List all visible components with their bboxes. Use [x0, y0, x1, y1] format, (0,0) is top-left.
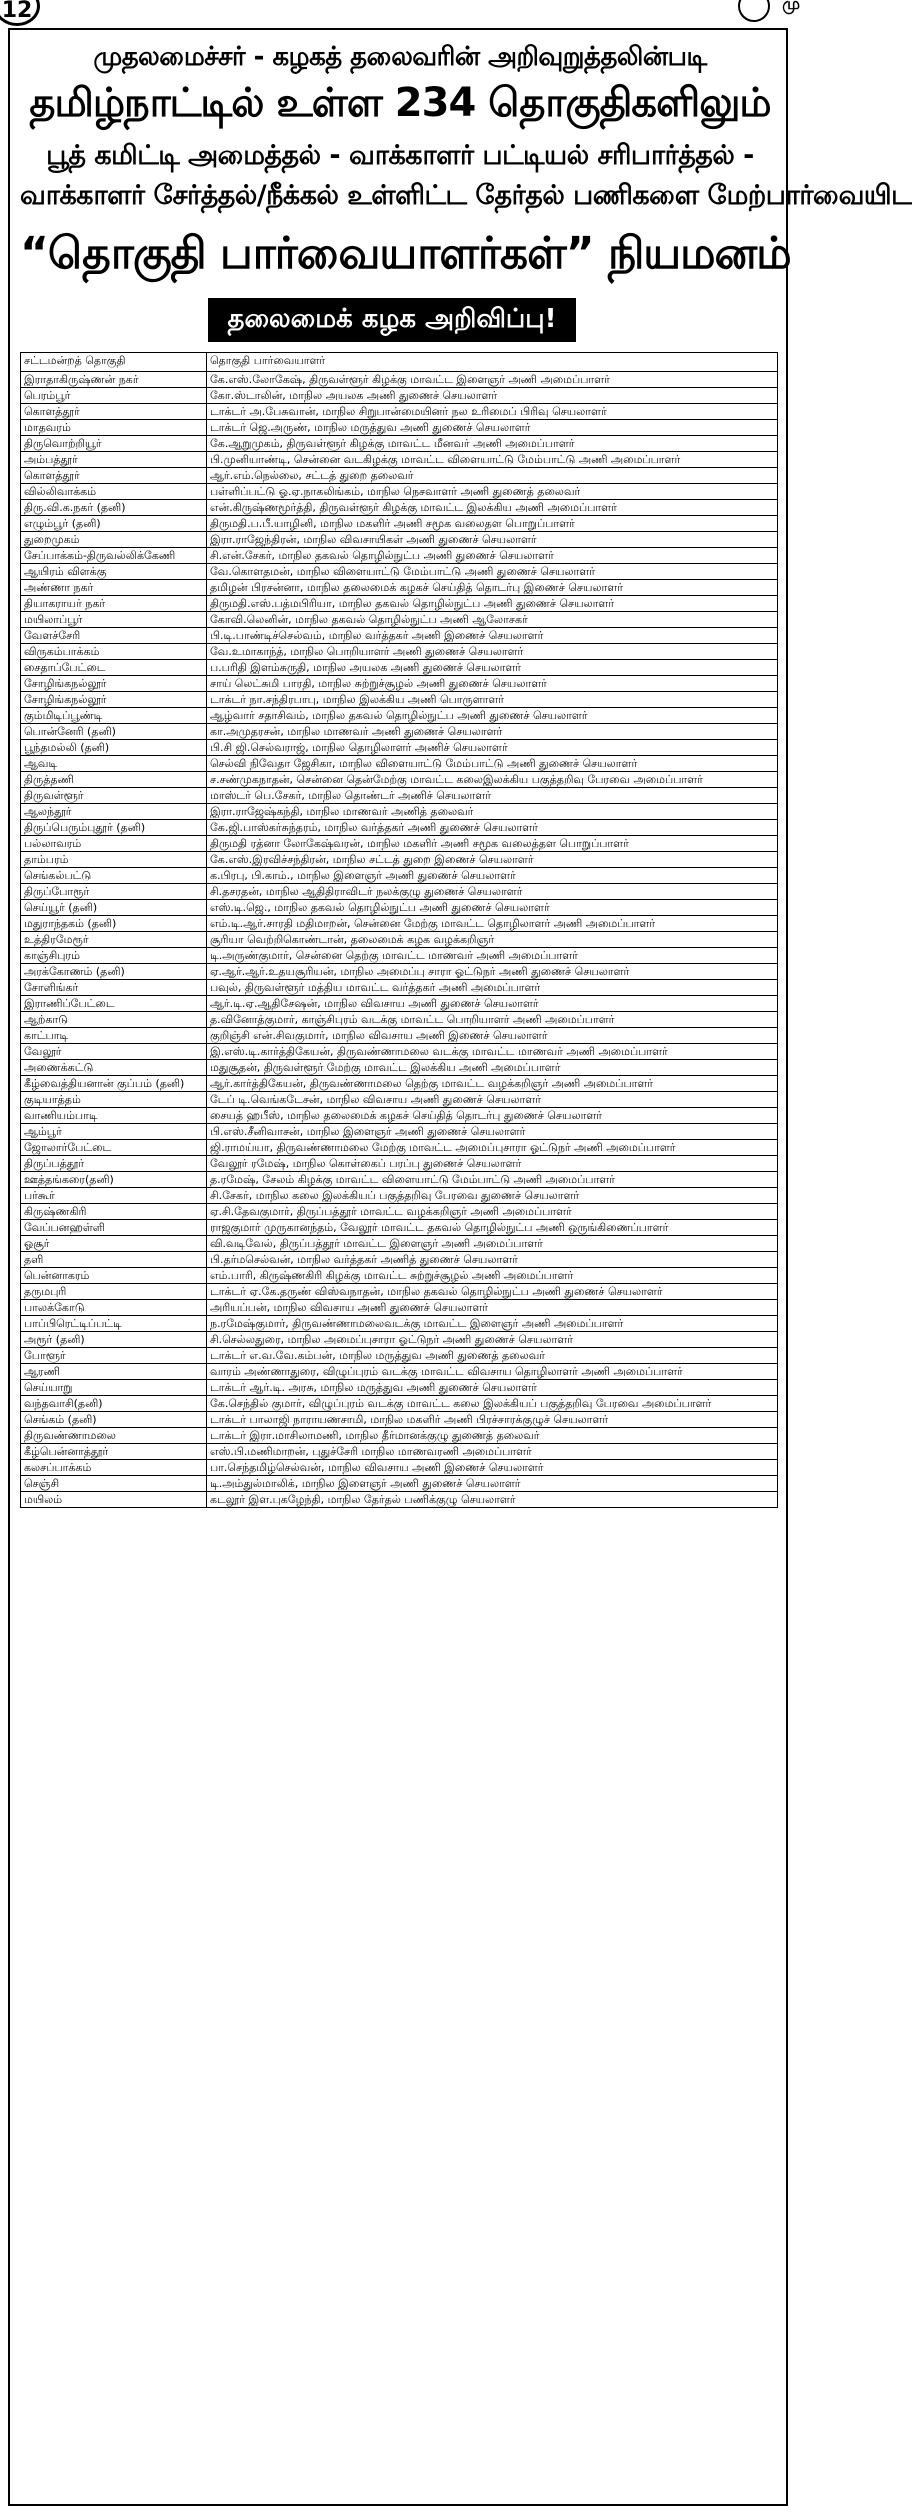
- observer-cell: சி.தசரதன், மாநில ஆதிதிராவிடர் நலக்குழு துணைச் செயலாளர்: [207, 884, 778, 900]
- table-row: [21, 548, 778, 564]
- observer-cell: குறிஞ்சி என்.சிவகுமார், மாநில விவசாய அணி இணைச் செயலாளர்: [207, 1028, 778, 1044]
- constituency-cell: தளி: [21, 1252, 207, 1268]
- observer-cell: ப.பரிதி இளம்சுருதி, மாநில அயலக அணி துணைச் செயலாளர்: [207, 660, 778, 676]
- constituency-cell: கீழ்வைத்தியனான் குப்பம் (தனி): [21, 1076, 207, 1092]
- observer-cell: டி.அம்துல்மாலிக், மாநில இளைஞர் அணி துணைச் செயலாளர்: [207, 1476, 778, 1492]
- table-row: [21, 1380, 778, 1396]
- table-row: [21, 1124, 778, 1140]
- constituency-cell: அண்ணா நகர்: [21, 580, 207, 596]
- constituency-cell: சோழிங்கநல்லூர்: [21, 692, 207, 708]
- table-row: [21, 1460, 778, 1476]
- table-row: [21, 1236, 778, 1252]
- table-row: [21, 1012, 778, 1028]
- table-row: [21, 516, 778, 532]
- table-row: [21, 1252, 778, 1268]
- observer-cell: சாய் லெட்சுமி பாரதி, மாநில சுற்றுச்சூழல் அணி துணைச் செயலாளர்: [207, 676, 778, 692]
- observer-cell: சி.செல்லதுரை, மாநில அமைப்புசாரா ஓட்டுநர் அணி துணைச் செயலாளர்: [207, 1332, 778, 1348]
- observer-cell: ஏ.ஆர்.ஆர்.உதயசூரியன், மாநில அமைப்பு சாரா ஓட்டுநர் அணி துணைச் செயலாளர்: [207, 964, 778, 980]
- constituency-cell: வேளச்சேரி: [21, 628, 207, 644]
- observer-cell: மாஸ்டர் பெ.சேகர், மாநில தொண்டர் அணிச் செயலாளர்: [207, 788, 778, 804]
- table-row: [21, 692, 778, 708]
- table-row: [21, 596, 778, 612]
- constituency-cell: வேப்பனஹள்ளி: [21, 1220, 207, 1236]
- table-row: [21, 1284, 778, 1300]
- table-row: [21, 788, 778, 804]
- table-row: [21, 1060, 778, 1076]
- observer-cell: டாக்டர் ஏ.கே.தருண் விஸ்வநாதன், மாநில தகவல் தொழில்நுட்ப அணி துணைச் செயலாளர்: [207, 1284, 778, 1300]
- observer-cell: பி.எஸ்.சீனிவாசன், மாநில இளைஞர் அணி துணைச் செயலாளர்: [207, 1124, 778, 1140]
- announcement-banner: தலைமைக் கழக அறிவிப்பு!: [208, 298, 576, 342]
- constituency-cell: அரக்கோணம் (தனி): [21, 964, 207, 980]
- constituency-cell: கிருஷ்ணகிரி: [21, 1204, 207, 1220]
- constituency-cell: அரூர் (தனி): [21, 1332, 207, 1348]
- constituency-cell: குடியாத்தம்: [21, 1092, 207, 1108]
- observer-cell: திருமதி ரத்னா லோகேஷ்வரன், மாநில மகளிர் அணி சமூக வலைத்தள பொறுப்பாளர்: [207, 836, 778, 852]
- constituency-cell: சைதாப்பேட்டை: [21, 660, 207, 676]
- observer-cell: என்.கிருஷ்ணமூர்த்தி, திருவள்ளூர் கிழக்கு மாவட்ட இலக்கிய அணி அமைப்பாளர்: [207, 500, 778, 516]
- observer-cell: மதுசூதன், திருவள்ளூர் மேற்கு மாவட்ட இலக்கிய அணி அமைப்பாளர்: [207, 1060, 778, 1076]
- observer-cell: ச.சண்முகநாதன், சென்னை தென்மேற்கு மாவட்ட கலைஇலக்கிய பகுத்தறிவு பேரவை அமைப்பாளர்: [207, 772, 778, 788]
- observer-cell: பி.தர்மசெல்வன், மாநில வர்த்தகர் அணித் துணைச் செயலாளர்: [207, 1252, 778, 1268]
- observer-cell: டாக்டர் ஆர்.டி. அரசு, மாநில மருத்துவ அணி துணைச் செயலாளர்: [207, 1380, 778, 1396]
- observer-cell: கோ.ஸ்டாலின், மாநில அயலக அணி துணைச் செயலாளர்: [207, 388, 778, 404]
- table-row: [21, 372, 778, 388]
- observer-cell: கடலூர் இள.புகழேந்தி, மாநில தேர்தல் பணிக்குழு செயலாளர்: [207, 1492, 778, 1508]
- table-row: [21, 500, 778, 516]
- constituency-cell: இராதாகிருஷ்ணன் நகர்: [21, 372, 207, 388]
- constituency-cell: மயிலம்: [21, 1492, 207, 1508]
- observer-cell: டாக்டர் பாலாஜி நாராயணசாமி, மாநில மகளிர் அணி பிரச்சாரக்குழுச் செயலாளர்: [207, 1412, 778, 1428]
- observer-cell: இரா.ராஜேந்திரன், மாநில விவசாயிகள் அணி துணைச் செயலாளர்: [207, 532, 778, 548]
- table-row: [21, 564, 778, 580]
- observer-cell: டாக்டர் இரா.மாசிலாமணி, மாநில தீர்மானக்குழு துணைத் தலைவர்: [207, 1428, 778, 1444]
- headline-line-5: “தொகுதி பார்வையாளர்கள்” நியமனம்: [20, 228, 791, 279]
- table-row: [21, 900, 778, 916]
- observer-cell: எம்.டி.ஆர்.சாரதி மதிமாறன், சென்னை மேற்கு மாவட்ட தொழிலாளர் அணி அமைப்பாளர்: [207, 916, 778, 932]
- table-row: [21, 1492, 778, 1508]
- constituency-cell: ஆரணி: [21, 1364, 207, 1380]
- table-row: [21, 724, 778, 740]
- page-number: 12: [0, 0, 40, 26]
- observer-cell: வாரம் அண்ணாதுரை, விழுப்புரம் வடக்கு மாவட்ட விவசாய தொழிலாளர் அணி அமைப்பாளர்: [207, 1364, 778, 1380]
- table-row: [21, 948, 778, 964]
- observer-cell: செல்வி நிவேதா ஜேசிகா, மாநில விளையாட்டு மேம்பாட்டு அணி துணைச் செயலாளர்: [207, 756, 778, 772]
- constituency-cell: அம்பத்தூர்: [21, 452, 207, 468]
- constituency-cell: பென்னாகரம்: [21, 1268, 207, 1284]
- observer-cell: வே.உமாகாந்த், மாநில பொறியாளர் அணி துணைச் செயலாளர்: [207, 644, 778, 660]
- table-row: [21, 852, 778, 868]
- constituency-cell: உத்திரமேரூர்: [21, 932, 207, 948]
- observer-cell: ஜி.ராமய்யா, திருவண்ணாமலை மேற்கு மாவட்ட அமைப்புசாரா ஓட்டுநர் அணி அமைப்பாளர்: [207, 1140, 778, 1156]
- table-row: [21, 1108, 778, 1124]
- constituency-cell: திருவொற்றியூர்: [21, 436, 207, 452]
- observer-cell: கோவி.லெனின், மாநில தகவல் தொழில்நுட்ப அணி ஆலோசகர்: [207, 612, 778, 628]
- constituency-cell: மாதவரம்: [21, 420, 207, 436]
- table-row: [21, 404, 778, 420]
- observer-cell: எம்.பாரி, கிருஷ்ணகிரி கிழக்கு மாவட்ட சுற்றுச்சூழல் அணி அமைப்பாளர்: [207, 1268, 778, 1284]
- constituency-cell: வந்தவாசி(தனி): [21, 1396, 207, 1412]
- constituency-cell: சோளிங்கர்: [21, 980, 207, 996]
- constituency-cell: போளூர்: [21, 1348, 207, 1364]
- table-row: [21, 676, 778, 692]
- observer-table: [20, 352, 778, 1508]
- observer-cell: கே.எஸ்.லோகேஷ், திருவள்ளூர் கிழக்கு மாவட்ட இளைஞர் அணி அமைப்பாளர்: [207, 372, 778, 388]
- table-header-row: [21, 353, 778, 372]
- constituency-cell: திருவள்ளூர்: [21, 788, 207, 804]
- party-logo-icon: [738, 0, 770, 22]
- column-header-constituency: சட்டமன்றத் தொகுதி: [21, 353, 207, 372]
- observer-cell: த.ரமேஷ், சேலம் கிழக்கு மாவட்ட விளையாட்டு மேம்பாட்டு அணி அமைப்பாளர்: [207, 1172, 778, 1188]
- constituency-cell: அணைக்கட்டு: [21, 1060, 207, 1076]
- constituency-cell: பொன்னேரி (தனி): [21, 724, 207, 740]
- table-row: [21, 1348, 778, 1364]
- table-row: [21, 644, 778, 660]
- table-row: [21, 916, 778, 932]
- constituency-cell: ஊத்தங்கரை(தனி): [21, 1172, 207, 1188]
- announcement-frame: [8, 28, 912, 2506]
- table-row: [21, 884, 778, 900]
- constituency-cell: காட்பாடி: [21, 1028, 207, 1044]
- observer-cell: க.பிரபு, பி.காம்., மாநில இளைஞர் அணி துணைச் செயலாளர்: [207, 868, 778, 884]
- constituency-cell: ஆலந்தூர்: [21, 804, 207, 820]
- constituency-cell: சோழிங்கநல்லூர்: [21, 676, 207, 692]
- constituency-cell: காஞ்சிபுரம்: [21, 948, 207, 964]
- constituency-cell: கீழ்பென்னாத்தூர்: [21, 1444, 207, 1460]
- headline-line-4: வாக்காளர் சேர்த்தல்/நீக்கல் உள்ளிட்ட தேர்தல் பணிகளை மேற்பார்வையிட: [20, 180, 912, 211]
- table-row: [21, 452, 778, 468]
- table-row: [21, 1028, 778, 1044]
- observer-cell: டாக்டர் நா.சந்திரபாபு, மாநில இலக்கிய அணி பொருளாளர்: [207, 692, 778, 708]
- column-header-observer: தொகுதி பார்வையாளர்: [207, 353, 778, 372]
- constituency-cell: திருப்பெரும்புதூர் (தனி): [21, 820, 207, 836]
- table-row: [21, 964, 778, 980]
- constituency-cell: திருத்தணி: [21, 772, 207, 788]
- observer-cell: எஸ்.டி.ஜெ., மாநில தகவல் தொழில்நுட்ப அணி துணைச் செயலாளர்: [207, 900, 778, 916]
- observer-cell: ஆர்.டி.ஏ.ஆதிசேஷன், மாநில விவசாய அணி துணைச் செயலாளர்: [207, 996, 778, 1012]
- table-row: [21, 708, 778, 724]
- constituency-cell: ஆயிரம் விளக்கு: [21, 564, 207, 580]
- table-row: [21, 1444, 778, 1460]
- table-row: [21, 484, 778, 500]
- table-row: [21, 740, 778, 756]
- constituency-cell: வில்லிவாக்கம்: [21, 484, 207, 500]
- observer-cell: பவுல், திருவள்ளூர் மத்திய மாவட்ட வர்த்தகர் அணி அமைப்பாளர்: [207, 980, 778, 996]
- observer-cell: டாக்டர் அ.பேசுவான், மாநில சிறுபான்மையினர் நல உரிமைப் பிரிவு செயலாளர்: [207, 404, 778, 420]
- table-row: [21, 628, 778, 644]
- constituency-cell: விருகம்பாக்கம்: [21, 644, 207, 660]
- table-row: [21, 980, 778, 996]
- observer-cell: ஏ.சி.தேவகுமார், திருப்பத்தூர் மாவட்ட வழக்கறிஞர் அணி அமைப்பாளர்: [207, 1204, 778, 1220]
- observer-cell: எஸ்.பி.மணிமாறன், புதுச்சேரி மாநில மாணவரணி அமைப்பாளர்: [207, 1444, 778, 1460]
- constituency-cell: மயிலாப்பூர்: [21, 612, 207, 628]
- observer-cell: வே.கொளதமன், மாநில விளையாட்டு மேம்பாட்டு அணி துணைச் செயலாளர்: [207, 564, 778, 580]
- constituency-cell: செய்யூர் (தனி): [21, 900, 207, 916]
- table-row: [21, 756, 778, 772]
- table-row: [21, 660, 778, 676]
- constituency-cell: ஆம்பூர்: [21, 1124, 207, 1140]
- constituency-cell: பாலக்கோடு: [21, 1300, 207, 1316]
- table-row: [21, 420, 778, 436]
- constituency-cell: கொளத்தூர்: [21, 404, 207, 420]
- observer-cell: திருமதி.ப.பீ.யாழினி, மாநில மகளிர் அணி சமூக வலைதள பொறுப்பாளர்: [207, 516, 778, 532]
- observer-cell: பி.முனியாண்டி, சென்னை வடகிழக்கு மாவட்ட விளையாட்டு மேம்பாட்டு அணி அமைப்பாளர்: [207, 452, 778, 468]
- observer-cell: த.வினோத்குமார், காஞ்சிபுரம் வடக்கு மாவட்ட பொறியாளர் அணி அமைப்பாளர்: [207, 1012, 778, 1028]
- observer-cell: டாக்டர் ஜெ.அருண், மாநில மருத்துவ அணி துணைச் செயலாளர்: [207, 420, 778, 436]
- table-row: [21, 580, 778, 596]
- constituency-cell: செங்கம் (தனி): [21, 1412, 207, 1428]
- constituency-cell: பாப்பிரெட்டிப்பட்டி: [21, 1316, 207, 1332]
- constituency-cell: செஞ்சி: [21, 1476, 207, 1492]
- observer-cell: கே.எஸ்.இரவிச்சந்திரன், மாநில சட்டத் துறை இணைச் செயலாளர்: [207, 852, 778, 868]
- constituency-cell: தியாகராயர் நகர்: [21, 596, 207, 612]
- observer-cell: இரா.ராஜேஷ்கந்தி, மாநில மாணவர் அணித் தலைவர்: [207, 804, 778, 820]
- constituency-cell: சேப்பாக்கம்-திருவல்லிக்கேணி: [21, 548, 207, 564]
- observer-cell: அரியப்பன், மாநில விவசாய அணி துணைச் செயலாளர்: [207, 1300, 778, 1316]
- table-row: [21, 1092, 778, 1108]
- constituency-cell: இராணிப்பேட்டை: [21, 996, 207, 1012]
- observer-cell: ராஜகுமார் முருகானந்தம், வேலூர் மாவட்ட தகவல் தொழில்நுட்ப அணி ஒருங்கிணைப்பாளர்: [207, 1220, 778, 1236]
- table-row: [21, 1364, 778, 1380]
- masthead-text: மு: [782, 0, 800, 13]
- observer-cell: தமிழன் பிரசன்னா, மாநில தலைமைக் கழகச் செய்தித் தொடர்பு இணைச் செயலாளர்: [207, 580, 778, 596]
- constituency-cell: ஆவடி: [21, 756, 207, 772]
- observer-cell: சி.என்.சேகர், மாநில தகவல் தொழில்நுட்ப அணி துணைச் செயலாளர்: [207, 548, 778, 564]
- table-row: [21, 468, 778, 484]
- constituency-cell: ஓசூர்: [21, 1236, 207, 1252]
- observer-cell: இ.எஸ்.டி.கார்த்திகேயன், திருவண்ணாமலை வடக்கு மாவட்ட மாணவர் அணி அமைப்பாளர்: [207, 1044, 778, 1060]
- constituency-cell: செங்கல்பட்டு: [21, 868, 207, 884]
- observer-cell: ந.ரமேஷ்குமார், திருவண்ணாமலைவடக்கு மாவட்ட இளைஞர் அணி அமைப்பாளர்: [207, 1316, 778, 1332]
- constituency-cell: ஆற்காடு: [21, 1012, 207, 1028]
- observer-cell: பி.சி ஜி.செல்வராஜ், மாநில தொழிலாளர் அணிச் செயலாளர்: [207, 740, 778, 756]
- constituency-cell: கலசப்பாக்கம்: [21, 1460, 207, 1476]
- observer-cell: பா.செந்தமிழ்செல்வன், மாநில விவசாய அணி இணைச் செயலாளர்: [207, 1460, 778, 1476]
- observer-cell: டேப் டி.வெங்கடேசன், மாநில விவசாய அணி துணைச் செயலாளர்: [207, 1092, 778, 1108]
- table-row: [21, 1156, 778, 1172]
- headline-line-3: பூத் கமிட்டி அமைத்தல் - வாக்காளர் பட்டியல் சரிபார்த்தல் -: [46, 140, 754, 171]
- observer-cell: டாக்டர் எ.வ.வே.கம்பன், மாநில மருத்துவ அணி துணைத் தலைவர்: [207, 1348, 778, 1364]
- constituency-cell: வாணியம்பாடி: [21, 1108, 207, 1124]
- observer-cell: கே.செந்தில் குமார், விழுப்புரம் வடக்கு மாவட்ட கலை இலக்கியப் பகுத்தறிவு பேரவை அமைப்பாளர்: [207, 1396, 778, 1412]
- table-row: [21, 388, 778, 404]
- table-row: [21, 532, 778, 548]
- table-row: [21, 1268, 778, 1284]
- table-row: [21, 996, 778, 1012]
- constituency-cell: கும்மிடிப்பூண்டி: [21, 708, 207, 724]
- headline-line-2: தமிழ்நாட்டில் உள்ள 234 தொகுதிகளிலும்: [29, 80, 771, 126]
- table-row: [21, 1172, 778, 1188]
- table-row: [21, 932, 778, 948]
- table-row: [21, 1204, 778, 1220]
- page-header: [0, 0, 800, 22]
- constituency-cell: செய்யாறு: [21, 1380, 207, 1396]
- constituency-cell: மதுராந்தகம் (தனி): [21, 916, 207, 932]
- table-row: [21, 1332, 778, 1348]
- observer-cell: பி.டி.பாண்டிச்செல்வம், மாநில வர்த்தகர் அணி இணைச் செயலாளர்: [207, 628, 778, 644]
- observer-cell: சி.சேகர், மாநில கலை இலக்கியப் பகுத்தறிவு பேரவை துணைச் செயலாளர்: [207, 1188, 778, 1204]
- observer-cell: ஆர்.எம்.நெல்லை, சட்டத் துறை தலைவர்: [207, 468, 778, 484]
- constituency-cell: தருமபுரி: [21, 1284, 207, 1300]
- observer-cell: பள்ளிப்பட்டு ஓ.ஏ.நாகலிங்கம், மாநில நெசவாளர் அணி துணைத் தலைவர்: [207, 484, 778, 500]
- observer-cell: சூரியா வெற்றிகொண்டான், தலைமைக் கழக வழக்கறிஞர்: [207, 932, 778, 948]
- observer-cell: ஆழ்வார் சதாசிவம், மாநில தகவல் தொழில்நுட்ப அணி துணைச் செயலாளர்: [207, 708, 778, 724]
- constituency-cell: ஜோலார்பேட்டை: [21, 1140, 207, 1156]
- table-row: [21, 1044, 778, 1060]
- observer-cell: கே.ஆறுமுகம், திருவள்ளூர் கிழக்கு மாவட்ட மீனவர் அணி அமைப்பாளர்: [207, 436, 778, 452]
- observer-cell: கே.ஜி.பாஸ்கர்சுந்தரம், மாநில வர்த்தகர் அணி துணைச் செயலாளர்: [207, 820, 778, 836]
- constituency-cell: கொளத்தூர்: [21, 468, 207, 484]
- observer-cell: திருமதி.எஸ்.பத்மபிரியா, மாநில தகவல் தொழில்நுட்ப அணி துணைச் செயலாளர்: [207, 596, 778, 612]
- observer-cell: டி.அருண்குமார், சென்னை தெற்கு மாவட்ட மாணவர் அணி அமைப்பாளர்: [207, 948, 778, 964]
- constituency-cell: பெரம்பூர்: [21, 388, 207, 404]
- table-row: [21, 772, 778, 788]
- constituency-cell: திருப்போரூர்: [21, 884, 207, 900]
- table-row: [21, 868, 778, 884]
- table-row: [21, 820, 778, 836]
- observer-cell: கா.அமுதரசன், மாநில மாணவர் அணி துணைச் செயலாளர்: [207, 724, 778, 740]
- constituency-cell: திருவண்ணாமலை: [21, 1428, 207, 1444]
- table-row: [21, 804, 778, 820]
- table-row: [21, 836, 778, 852]
- constituency-cell: திரு.வி.க.நகர் (தனி): [21, 500, 207, 516]
- constituency-cell: தாம்பரம்: [21, 852, 207, 868]
- constituency-cell: வேலூர்: [21, 1044, 207, 1060]
- table-row: [21, 1396, 778, 1412]
- headline-line-1: முதலமைச்சர் - கழகத் தலைவரின் அறிவுறுத்தலின்படி: [93, 42, 707, 72]
- table-row: [21, 1140, 778, 1156]
- table-row: [21, 1316, 778, 1332]
- constituency-cell: பர்கூர்: [21, 1188, 207, 1204]
- observer-cell: வி.வடிவேல், திருப்பத்தூர் மாவட்ட இளைஞர் அணி அமைப்பாளர்: [207, 1236, 778, 1252]
- table-row: [21, 612, 778, 628]
- constituency-cell: துறைமுகம்: [21, 532, 207, 548]
- table-row: [21, 1188, 778, 1204]
- table-row: [21, 1428, 778, 1444]
- table-row: [21, 1300, 778, 1316]
- constituency-cell: பூந்தமல்லி (தனி): [21, 740, 207, 756]
- observer-cell: சையத் ஹபீஸ், மாநில தலைமைக் கழகச் செய்தித் தொடர்பு துணைச் செயலாளர்: [207, 1108, 778, 1124]
- table-row: [21, 1412, 778, 1428]
- table-row: [21, 436, 778, 452]
- constituency-cell: பல்லாவரம்: [21, 836, 207, 852]
- table-row: [21, 1476, 778, 1492]
- constituency-cell: திருப்பத்தூர்: [21, 1156, 207, 1172]
- constituency-cell: எழும்பூர் (தனி): [21, 516, 207, 532]
- table-row: [21, 1220, 778, 1236]
- table-row: [21, 1076, 778, 1092]
- observer-cell: ஆர்.கார்த்திகேயன், திருவண்ணாமலை தெற்கு மாவட்ட வழக்கறிஞர் அணி அமைப்பாளர்: [207, 1076, 778, 1092]
- observer-cell: வேலூர் ரமேஷ், மாநில கொள்கைப் பரப்பு துணைச் செயலாளர்: [207, 1156, 778, 1172]
